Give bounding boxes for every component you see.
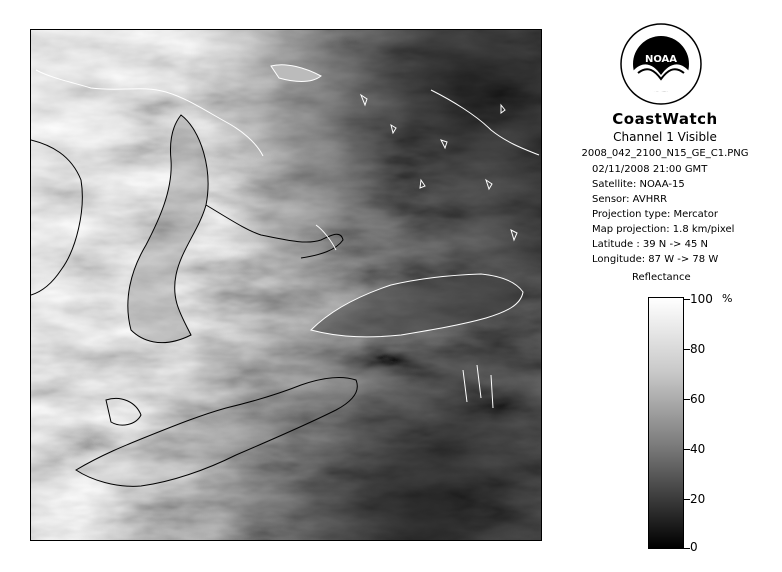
colorbar-label-0: 0 xyxy=(690,540,698,554)
meta-map-projection: Map projection: 1.8 km/pixel xyxy=(592,224,735,235)
reflectance-colorbar xyxy=(648,297,684,549)
satellite-map xyxy=(31,30,541,540)
product-title: CoastWatch xyxy=(612,110,718,128)
channel-subtitle: Channel 1 Visible xyxy=(613,130,717,144)
legend-title: Reflectance xyxy=(632,272,691,283)
meta-latitude: Latitude : 39 N -> 45 N xyxy=(592,239,708,250)
meta-sensor: Sensor: AVHRR xyxy=(592,194,668,205)
meta-datetime: 02/11/2008 21:00 GMT xyxy=(592,164,708,175)
satellite-image xyxy=(30,29,542,541)
colorbar-label-20: 20 xyxy=(690,492,706,506)
colorbar-label-100: 100 xyxy=(690,292,713,306)
meta-projection-type: Projection type: Mercator xyxy=(592,209,718,220)
meta-satellite: Satellite: NOAA-15 xyxy=(592,179,685,190)
noaa-logo-text: NOAA xyxy=(644,54,678,65)
legend-unit: % xyxy=(722,292,733,305)
colorbar-label-80: 80 xyxy=(690,342,706,356)
colorbar-label-40: 40 xyxy=(690,442,706,456)
image-filename: 2008_042_2100_N15_GE_C1.PNG xyxy=(581,148,749,159)
meta-longitude: Longitude: 87 W -> 78 W xyxy=(592,254,719,265)
colorbar-label-60: 60 xyxy=(690,392,706,406)
noaa-seal-icon xyxy=(620,23,702,105)
